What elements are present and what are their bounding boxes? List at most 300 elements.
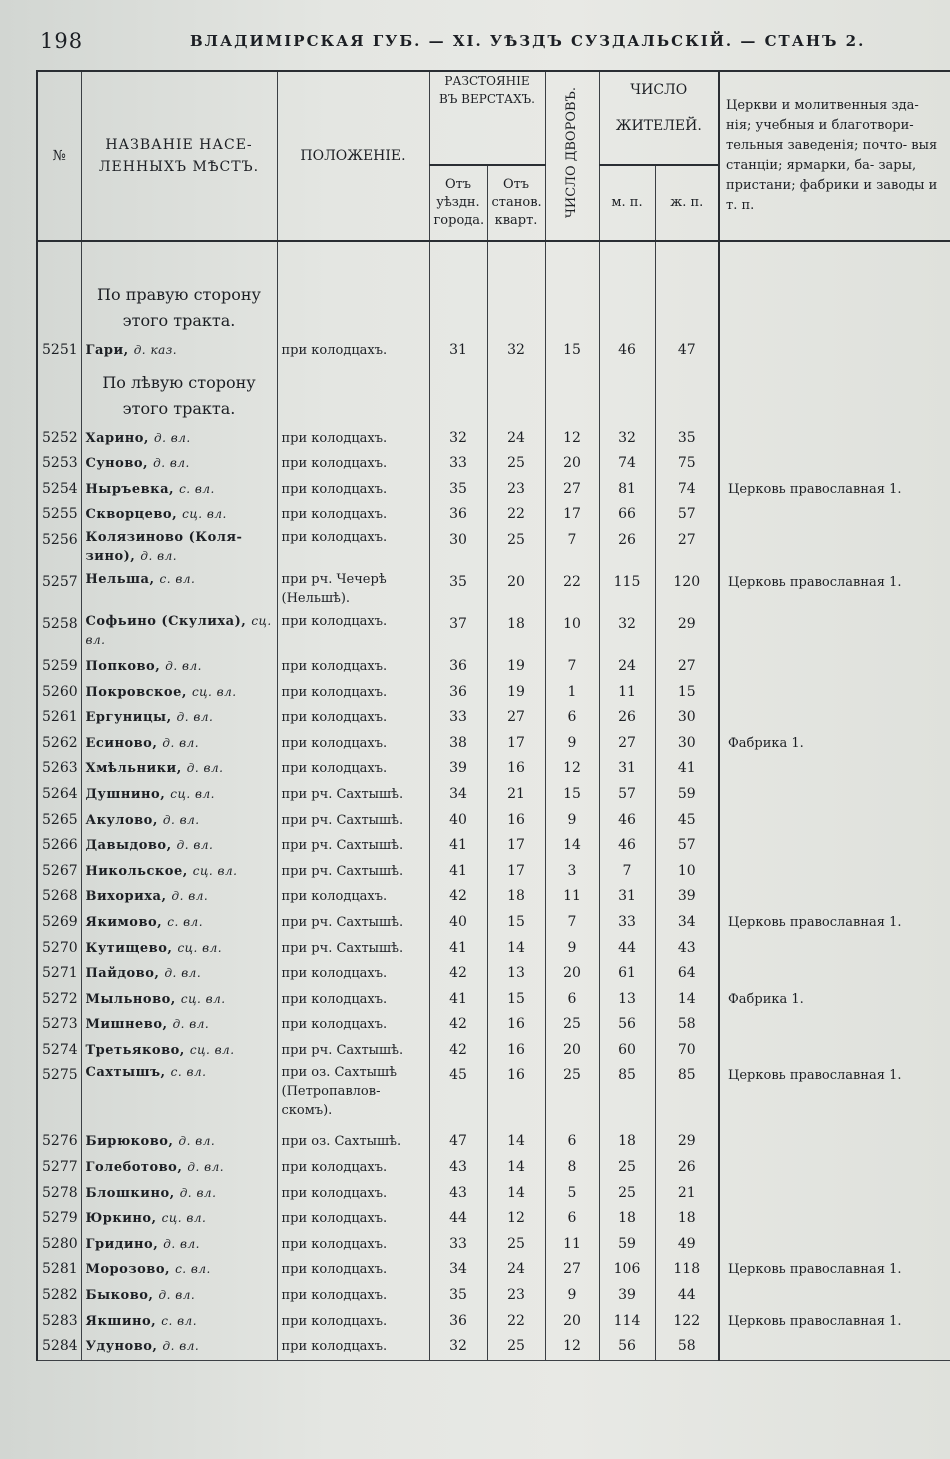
distance-station-cell: 15	[487, 987, 545, 1013]
table-row	[37, 477, 950, 503]
settlement-name-cell	[81, 1283, 277, 1309]
distance-city-cell: 43	[429, 1181, 487, 1207]
households-cell: 20	[545, 961, 599, 987]
table-row	[37, 1063, 950, 1129]
settlement-kind: сц. вл.	[191, 684, 237, 699]
row-number: 5273	[37, 1012, 81, 1038]
settlement-name-cell	[81, 910, 277, 936]
section-row-right	[37, 241, 950, 338]
churches-cell	[719, 1038, 950, 1064]
male-cell: 57	[599, 782, 655, 808]
churches-cell	[719, 756, 950, 782]
male-cell: 85	[599, 1063, 655, 1129]
settlement-name: Попково,	[85, 658, 161, 674]
households-cell: 12	[545, 426, 599, 452]
row-number: 5279	[37, 1206, 81, 1232]
position-cell: при колодцахъ.	[277, 705, 429, 731]
settlement-name: Бирюково,	[85, 1134, 174, 1150]
running-head	[40, 26, 950, 56]
table-row	[37, 1155, 950, 1181]
position-cell: при колодцахъ.	[277, 1257, 429, 1283]
settlement-name: Скворцево,	[85, 507, 178, 523]
female-cell: 29	[655, 612, 719, 654]
col-header-distance: РАЗСТОЯНІЕ ВЪ ВЕРСТАХЪ.	[429, 71, 545, 165]
distance-station-cell: 16	[487, 1012, 545, 1038]
settlement-name: Колязиново (Коля- зино),	[85, 529, 243, 564]
settlement-name-cell	[81, 859, 277, 885]
row-number: 5283	[37, 1309, 81, 1335]
section-row-left	[37, 364, 950, 426]
section-heading-right: По правую сторону этого тракта.	[81, 241, 277, 338]
male-cell: 27	[599, 731, 655, 757]
settlement-name-cell	[81, 451, 277, 477]
settlement-name-cell	[81, 1181, 277, 1207]
households-cell: 20	[545, 451, 599, 477]
table-row	[37, 1129, 950, 1155]
settlement-name: Гари,	[85, 343, 129, 358]
male-cell: 61	[599, 961, 655, 987]
col-header-churches: Церкви и молитвенныя зда- нія; учебныя и благотвори- тельныя заведенія; почто- выя станціи; ярмарки, ба- зары, пристани; фабрики и заводы и т. п.	[719, 71, 950, 241]
settlement-kind: сц. вл.	[189, 1042, 235, 1057]
distance-city-cell: 41	[429, 936, 487, 962]
male-cell: 33	[599, 910, 655, 936]
settlement-name-cell	[81, 338, 277, 364]
settlement-name-cell	[81, 502, 277, 528]
female-cell: 26	[655, 1155, 719, 1181]
settlement-name-cell	[81, 1038, 277, 1064]
settlement-name: Юркино,	[85, 1211, 157, 1227]
settlement-kind: д. вл.	[140, 548, 178, 563]
churches-cell	[719, 502, 950, 528]
page-title: ВЛАДИМІРСКАЯ ГУБ. — XI. УѢЗДЪ СУЗДАЛЬСКІЙ. — СТАНЪ 2.	[190, 32, 866, 50]
settlement-name: Мыльново,	[85, 991, 176, 1007]
male-cell: 60	[599, 1038, 655, 1064]
row-number: 5272	[37, 987, 81, 1013]
table-row	[37, 1257, 950, 1283]
settlement-name-cell	[81, 426, 277, 452]
churches-cell: Фабрика 1.	[719, 987, 950, 1013]
male-cell: 25	[599, 1181, 655, 1207]
distance-station-cell: 13	[487, 961, 545, 987]
position-cell: при колодцахъ.	[277, 1283, 429, 1309]
households-cell: 25	[545, 1012, 599, 1038]
households-cell: 27	[545, 1257, 599, 1283]
table-row	[37, 1038, 950, 1064]
distance-city-cell: 36	[429, 502, 487, 528]
distance-station-cell: 14	[487, 1155, 545, 1181]
position-cell: при рч. Сахтышѣ.	[277, 1038, 429, 1064]
distance-station-cell: 17	[487, 859, 545, 885]
table-row	[37, 936, 950, 962]
table-row	[37, 808, 950, 834]
row-number: 5270	[37, 936, 81, 962]
households-cell: 9	[545, 731, 599, 757]
position-cell: при колодцахъ.	[277, 502, 429, 528]
households-cell: 7	[545, 654, 599, 680]
settlement-kind: с. вл.	[179, 481, 215, 496]
churches-cell	[719, 936, 950, 962]
table-row	[37, 528, 950, 570]
female-cell: 122	[655, 1309, 719, 1335]
section-heading-left: По лѣвую сторону этого тракта.	[81, 364, 277, 426]
settlement-name: Акулово,	[85, 812, 158, 828]
table-row	[37, 884, 950, 910]
table-row	[37, 1012, 950, 1038]
settlement-kind: с. вл.	[175, 1262, 211, 1277]
households-cell: 9	[545, 1283, 599, 1309]
churches-cell	[719, 1181, 950, 1207]
female-cell: 27	[655, 528, 719, 570]
table-row	[37, 756, 950, 782]
settlement-name: Ныръевка,	[85, 481, 175, 497]
settlement-kind: с. вл.	[167, 914, 204, 929]
position-cell: при рч. Сахтышѣ.	[277, 910, 429, 936]
male-cell: 114	[599, 1309, 655, 1335]
churches-cell: Церковь православная 1.	[719, 1309, 950, 1335]
distance-city-cell: 41	[429, 987, 487, 1013]
churches-cell	[719, 1232, 950, 1258]
position-cell: при колодцахъ.	[277, 1309, 429, 1335]
male-cell: 44	[599, 936, 655, 962]
male-cell: 46	[599, 338, 655, 364]
distance-city-cell: 33	[429, 1232, 487, 1258]
settlement-name: Третьяково,	[85, 1042, 185, 1058]
row-number: 5277	[37, 1155, 81, 1181]
distance-city-cell: 36	[429, 680, 487, 706]
churches-cell: Церковь православная 1.	[719, 570, 950, 612]
distance-city-cell: 42	[429, 961, 487, 987]
churches-cell	[719, 833, 950, 859]
distance-city-cell: 35	[429, 570, 487, 612]
households-cell: 8	[545, 1155, 599, 1181]
female-cell: 15	[655, 680, 719, 706]
row-number: 5266	[37, 833, 81, 859]
settlement-kind: д. вл.	[179, 1185, 217, 1200]
distance-city-cell: 32	[429, 426, 487, 452]
male-cell: 59	[599, 1232, 655, 1258]
settlement-name-cell	[81, 884, 277, 910]
households-cell: 11	[545, 1232, 599, 1258]
settlement-kind: д. каз.	[133, 343, 178, 357]
male-cell: 18	[599, 1129, 655, 1155]
households-cell: 14	[545, 833, 599, 859]
churches-cell	[719, 1206, 950, 1232]
col-header-from-station: Отъ станов. кварт.	[487, 165, 545, 241]
table-row	[37, 731, 950, 757]
table-row	[37, 570, 950, 612]
position-cell: при рч. Сахтышѣ.	[277, 936, 429, 962]
male-cell: 32	[599, 426, 655, 452]
settlement-name-cell	[81, 1012, 277, 1038]
distance-station-cell: 18	[487, 884, 545, 910]
row-number: 5264	[37, 782, 81, 808]
settlement-kind: д. вл.	[158, 1288, 196, 1303]
distance-station-cell: 32	[487, 338, 545, 364]
households-cell: 15	[545, 782, 599, 808]
settlement-name-cell	[81, 1334, 277, 1360]
position-cell: при колодцахъ.	[277, 426, 429, 452]
settlement-name: Морозово,	[85, 1262, 171, 1278]
position-cell: при колодцахъ.	[277, 1334, 429, 1360]
distance-station-cell: 14	[487, 1129, 545, 1155]
settlement-name-cell	[81, 1309, 277, 1335]
settlement-name: Быково,	[85, 1288, 154, 1304]
settlement-name-cell	[81, 1257, 277, 1283]
male-cell: 39	[599, 1283, 655, 1309]
distance-city-cell: 39	[429, 756, 487, 782]
table-row	[37, 705, 950, 731]
row-number: 5284	[37, 1334, 81, 1360]
table-row	[37, 502, 950, 528]
position-cell: при колодцахъ.	[277, 987, 429, 1013]
distance-station-cell: 25	[487, 528, 545, 570]
distance-city-cell: 36	[429, 654, 487, 680]
distance-city-cell: 42	[429, 884, 487, 910]
settlement-name: Нельша,	[85, 571, 155, 587]
male-cell: 7	[599, 859, 655, 885]
male-cell: 106	[599, 1257, 655, 1283]
churches-cell	[719, 1129, 950, 1155]
row-number: 5282	[37, 1283, 81, 1309]
distance-station-cell: 18	[487, 612, 545, 654]
distance-station-cell: 25	[487, 1232, 545, 1258]
churches-cell	[719, 705, 950, 731]
settlement-name-cell	[81, 680, 277, 706]
settlement-kind: д. вл.	[162, 812, 200, 827]
settlement-name: Голеботово,	[85, 1160, 183, 1176]
settlement-name: Сахтышъ,	[85, 1065, 166, 1081]
distance-city-cell: 41	[429, 833, 487, 859]
settlement-name: Якшино,	[85, 1313, 157, 1329]
male-cell: 18	[599, 1206, 655, 1232]
table-row	[37, 961, 950, 987]
page-number: 198	[40, 29, 84, 53]
female-cell: 44	[655, 1283, 719, 1309]
row-number: 5259	[37, 654, 81, 680]
distance-city-cell: 32	[429, 1334, 487, 1360]
distance-city-cell: 34	[429, 782, 487, 808]
female-cell: 49	[655, 1232, 719, 1258]
male-cell: 74	[599, 451, 655, 477]
male-cell: 26	[599, 705, 655, 731]
col-header-inhabitants: ЧИСЛО ЖИТЕЛЕЙ.	[599, 71, 719, 165]
male-cell: 46	[599, 808, 655, 834]
settlement-kind: сц. вл.	[170, 786, 215, 801]
table-row	[37, 654, 950, 680]
settlement-name: Покровское,	[85, 684, 187, 700]
churches-cell	[719, 612, 950, 654]
settlement-name-cell	[81, 1232, 277, 1258]
male-cell: 25	[599, 1155, 655, 1181]
row-number: 5258	[37, 612, 81, 654]
settlement-kind: д. вл.	[176, 838, 214, 853]
distance-station-cell: 21	[487, 782, 545, 808]
table-row	[37, 1334, 950, 1360]
settlement-name: Харино,	[85, 430, 149, 446]
male-cell: 31	[599, 884, 655, 910]
settlement-kind: д. вл.	[171, 889, 209, 904]
settlement-name-cell	[81, 782, 277, 808]
distance-city-cell: 35	[429, 477, 487, 503]
settlement-name-cell	[81, 936, 277, 962]
settlement-name-cell	[81, 528, 277, 570]
settlement-name-cell	[81, 987, 277, 1013]
row-number: 5257	[37, 570, 81, 612]
distance-station-cell: 17	[487, 833, 545, 859]
position-cell: при рч. Чечерѣ (Нельшѣ).	[277, 570, 429, 612]
settlement-name-cell	[81, 612, 277, 654]
distance-station-cell: 16	[487, 808, 545, 834]
households-cell: 6	[545, 987, 599, 1013]
female-cell: 59	[655, 782, 719, 808]
male-cell: 81	[599, 477, 655, 503]
settlement-kind: сц. вл.	[182, 507, 227, 522]
settlement-kind: д. вл.	[164, 966, 202, 981]
table-row	[37, 680, 950, 706]
settlement-name-cell	[81, 1155, 277, 1181]
female-cell: 45	[655, 808, 719, 834]
households-cell: 22	[545, 570, 599, 612]
distance-station-cell: 16	[487, 756, 545, 782]
table-row	[37, 910, 950, 936]
distance-city-cell: 36	[429, 1309, 487, 1335]
position-cell: при колодцахъ.	[277, 731, 429, 757]
settlement-name-cell	[81, 833, 277, 859]
distance-city-cell: 35	[429, 1283, 487, 1309]
settlement-kind: сц. вл.	[180, 991, 226, 1006]
distance-station-cell: 16	[487, 1063, 545, 1129]
row-number: 5271	[37, 961, 81, 987]
settlement-kind: сц. вл.	[85, 613, 272, 647]
churches-cell: Церковь православная 1.	[719, 477, 950, 503]
distance-station-cell: 22	[487, 1309, 545, 1335]
row-number: 5261	[37, 705, 81, 731]
table-row	[37, 338, 950, 364]
households-cell: 10	[545, 612, 599, 654]
households-cell: 1	[545, 680, 599, 706]
position-cell: при колодцахъ.	[277, 1181, 429, 1207]
settlement-name: Суново,	[85, 456, 149, 472]
churches-cell	[719, 1012, 950, 1038]
row-number: 5260	[37, 680, 81, 706]
position-cell: при колодцахъ.	[277, 528, 429, 570]
settlement-kind: сц. вл.	[177, 940, 223, 955]
female-cell: 41	[655, 756, 719, 782]
distance-city-cell: 38	[429, 731, 487, 757]
distance-station-cell: 17	[487, 731, 545, 757]
churches-cell	[719, 1155, 950, 1181]
settlement-kind: д. вл.	[176, 710, 214, 725]
churches-cell: Церковь православная 1.	[719, 1063, 950, 1129]
households-cell: 3	[545, 859, 599, 885]
female-cell: 85	[655, 1063, 719, 1129]
churches-cell	[719, 1334, 950, 1360]
households-cell: 17	[545, 502, 599, 528]
distance-station-cell: 22	[487, 502, 545, 528]
churches-cell	[719, 680, 950, 706]
settlement-name: Пайдово,	[85, 966, 160, 982]
female-cell: 43	[655, 936, 719, 962]
distance-station-cell: 20	[487, 570, 545, 612]
female-cell: 27	[655, 654, 719, 680]
position-cell: при колодцахъ.	[277, 961, 429, 987]
col-header-from-city: Отъ уѣздн. города.	[429, 165, 487, 241]
position-cell: при колодцахъ.	[277, 338, 429, 364]
male-cell: 46	[599, 833, 655, 859]
settlement-name: Якимово,	[85, 914, 163, 930]
position-cell: при колодцахъ.	[277, 1232, 429, 1258]
churches-cell	[719, 338, 950, 364]
distance-city-cell: 33	[429, 705, 487, 731]
female-cell: 30	[655, 705, 719, 731]
households-cell: 20	[545, 1038, 599, 1064]
col-header-name: НАЗВАНІЕ НАСЕ- ЛЕННЫХЪ МѢСТЪ.	[81, 71, 277, 241]
table-row	[37, 1206, 950, 1232]
distance-station-cell: 19	[487, 680, 545, 706]
female-cell: 57	[655, 502, 719, 528]
male-cell: 24	[599, 654, 655, 680]
female-cell: 57	[655, 833, 719, 859]
position-cell: при колодцахъ.	[277, 1012, 429, 1038]
settlement-name-cell	[81, 705, 277, 731]
settlement-kind: с. вл.	[161, 1313, 198, 1328]
churches-cell	[719, 451, 950, 477]
col-header-female: ж. п.	[655, 165, 719, 241]
churches-cell	[719, 884, 950, 910]
row-number: 5254	[37, 477, 81, 503]
row-number: 5275	[37, 1063, 81, 1129]
female-cell: 14	[655, 987, 719, 1013]
settlement-kind: д. вл.	[162, 1339, 200, 1354]
col-header-no: №	[37, 71, 81, 241]
distance-city-cell: 44	[429, 1206, 487, 1232]
table-row	[37, 426, 950, 452]
female-cell: 30	[655, 731, 719, 757]
settlement-name: Кутищево,	[85, 940, 173, 956]
settlement-name-cell	[81, 1129, 277, 1155]
row-number: 5252	[37, 426, 81, 452]
row-number: 5281	[37, 1257, 81, 1283]
settlement-kind: д. вл.	[172, 1017, 210, 1032]
distance-city-cell: 45	[429, 1063, 487, 1129]
churches-cell	[719, 961, 950, 987]
female-cell: 35	[655, 426, 719, 452]
position-cell: при рч. Сахтышѣ.	[277, 808, 429, 834]
male-cell: 11	[599, 680, 655, 706]
settlements-table	[36, 70, 950, 1361]
distance-station-cell: 24	[487, 426, 545, 452]
distance-city-cell: 41	[429, 859, 487, 885]
table-row	[37, 451, 950, 477]
male-cell: 56	[599, 1334, 655, 1360]
table-row	[37, 833, 950, 859]
households-cell: 11	[545, 884, 599, 910]
distance-city-cell: 40	[429, 910, 487, 936]
table-row	[37, 782, 950, 808]
churches-cell	[719, 654, 950, 680]
churches-cell	[719, 1283, 950, 1309]
households-cell: 6	[545, 1129, 599, 1155]
settlement-name: Давыдово,	[85, 838, 172, 854]
female-cell: 74	[655, 477, 719, 503]
female-cell: 75	[655, 451, 719, 477]
distance-station-cell: 16	[487, 1038, 545, 1064]
table-row	[37, 1283, 950, 1309]
settlement-name-cell	[81, 654, 277, 680]
position-cell: при рч. Сахтышѣ.	[277, 833, 429, 859]
distance-city-cell: 33	[429, 451, 487, 477]
row-number: 5256	[37, 528, 81, 570]
